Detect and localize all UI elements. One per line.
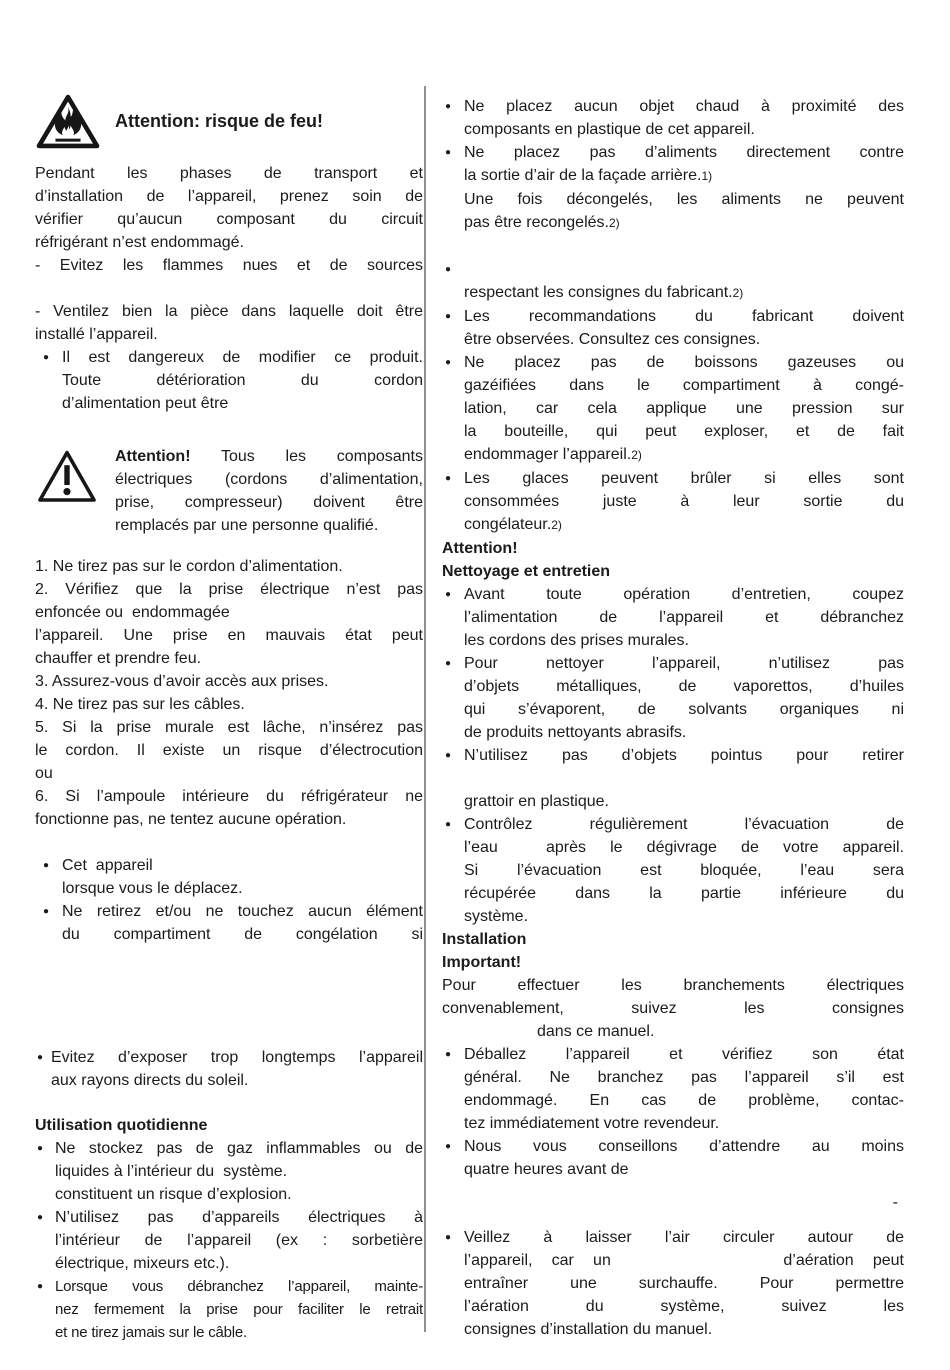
footnote-marker: 2)	[551, 518, 562, 532]
bullet-item	[35, 346, 423, 415]
bullet-marker: ●	[445, 819, 452, 830]
vertical-gap	[35, 831, 423, 854]
vertical-gap	[35, 1092, 423, 1114]
column-divider	[424, 86, 426, 1332]
section-heading: Important!	[442, 954, 522, 971]
text-line: la sortie d’air de la façade arrière.1)	[464, 167, 713, 184]
bullet-marker: ●	[37, 1212, 44, 1223]
bullet-item	[442, 1043, 904, 1135]
paragraph	[442, 281, 904, 305]
text-line: général. Ne branchez pas l’appareil s’il est	[464, 1069, 904, 1086]
text-line: 5. Si la prise murale est lâche, n’insérez pas	[35, 719, 423, 736]
text-line: d’alimentation peut être	[62, 395, 229, 412]
vertical-gap	[35, 277, 423, 300]
text-line: prise, compresseur) doivent être	[115, 494, 423, 511]
text-line: composants en plastique de cet appareil.	[464, 121, 755, 138]
text-line: Ne retirez et/ou ne touchez aucun élément	[62, 903, 423, 920]
paragraph	[35, 555, 423, 831]
bullet-item	[35, 854, 423, 900]
footnote-marker: 1)	[701, 169, 713, 183]
text-line: Il est dangereux de modifier ce produit.	[62, 349, 423, 366]
footnote-marker: 2)	[732, 286, 744, 300]
bullet-item	[35, 1206, 423, 1275]
text-line: Pour effectuer les branchements électriques	[442, 977, 904, 994]
vertical-gap	[35, 415, 423, 445]
text-line: d’installation de l’appareil, prenez soin de	[35, 188, 423, 205]
text-line: système.	[464, 908, 529, 925]
text-line: - Evitez les flammes nues et de sources	[35, 257, 423, 274]
fire-warning-header	[35, 92, 423, 150]
text-line: Toute détérioration du cordon	[62, 372, 423, 389]
text-line: remplacés par une personne qualifié.	[115, 517, 379, 534]
text-line: récupérée dans la partie inférieure du	[464, 885, 904, 902]
bullet-marker: ●	[445, 658, 452, 669]
right-column	[442, 95, 904, 1341]
text-line: 2. Vérifiez que la prise électrique n’est pas	[35, 581, 423, 598]
text-line: Evitez d’exposer trop longtemps l’appareil	[51, 1049, 423, 1066]
text-line: l’appareil, car un d’aération peut	[464, 1252, 904, 1269]
text-line: Ne stockez pas de gaz inflammables ou de	[55, 1140, 423, 1157]
bullet-marker: ●	[37, 1143, 44, 1154]
text-line: Pendant les phases de transport et	[35, 165, 423, 182]
fire-warning-title: Attention: risque de feu!	[115, 110, 323, 131]
text-line: 1. Ne tirez pas sur le cordon d’alimentation.	[35, 558, 343, 575]
text-line: électrique, mixeurs etc.).	[55, 1255, 230, 1272]
text-line: 4. Ne tirez pas sur les câbles.	[35, 696, 245, 713]
bullet-marker: ●	[43, 352, 50, 363]
text-line: lation, car cela applique une pression sur	[464, 400, 904, 417]
text-line: Ne placez pas de boissons gazeuses ou	[464, 354, 904, 371]
bullet-marker: ●	[37, 1052, 44, 1063]
paragraph	[35, 300, 423, 346]
section-heading: Attention!	[442, 540, 518, 557]
fire-warning-icon	[35, 93, 101, 150]
text-line: aux rayons directs du soleil.	[51, 1072, 249, 1089]
bullet-marker: ●	[445, 750, 452, 761]
paragraph	[442, 974, 904, 1043]
section-heading: Utilisation quotidienne	[35, 1117, 208, 1134]
text-line: Déballez l’appareil et vérifiez son état	[464, 1046, 904, 1063]
text-line: nez fermement la prise pour faciliter le retrait	[55, 1301, 423, 1318]
text-line	[464, 258, 904, 281]
vertical-gap	[35, 539, 423, 555]
bullet-item	[442, 351, 904, 467]
paragraph	[442, 790, 904, 813]
text-line: l’eau après le dégivrage de votre appareil.	[464, 839, 904, 856]
left-column	[35, 92, 423, 1344]
text-line: ou	[35, 765, 53, 782]
paragraph	[35, 162, 423, 254]
text-line: qui s’évaporent, de solvants organiques ni	[464, 701, 904, 718]
text-line: lorsque vous le déplacez.	[62, 880, 243, 897]
footnote-marker: 2)	[608, 216, 620, 230]
bullet-marker: ●	[445, 101, 452, 112]
bullet-marker: ●	[445, 147, 452, 158]
text-line: la bouteille, qui peut exploser, et de fait	[464, 423, 904, 440]
text-line: le cordon. Il existe un risque d’électrocution	[35, 742, 423, 759]
text-line: N’utilisez pas d’objets pointus pour retirer	[464, 747, 904, 764]
text-line: Contrôlez régulièrement l’évacuation de	[464, 816, 904, 833]
text-line: gazéifiées dans le compartiment à congé-	[464, 377, 904, 394]
text-line: l’alimentation de l’appareil et débranchez	[464, 609, 904, 626]
bullet-marker: ●	[445, 357, 452, 368]
text-line: être observées. Consultez ces consignes.	[464, 331, 761, 348]
bullet-item	[442, 1135, 904, 1181]
bullet-item	[442, 1226, 904, 1341]
bullet-item	[35, 900, 423, 946]
text-line: consommées juste à leur sortie du	[464, 493, 904, 510]
text-line: endommager l’appareil.2)	[464, 446, 642, 463]
text-line: entraîner une surchauffe. Pour permettre	[464, 1275, 904, 1292]
bullet-marker: ●	[445, 589, 452, 600]
warning-icon	[37, 448, 97, 504]
text-line: et ne tirez jamais sur le câble.	[55, 1324, 248, 1341]
text-line: Cet appareil	[62, 857, 153, 874]
bullet-item	[442, 258, 904, 281]
text-line: du compartiment de congélation si	[62, 926, 423, 943]
text-line: grattoir en plastique.	[464, 793, 609, 810]
text-line: convenablement, suivez les consignes	[442, 1000, 904, 1017]
text-line: l’intérieur de l’appareil (ex : sorbetière	[55, 1232, 423, 1249]
text-line: - Ventilez bien la pièce dans laquelle doit être	[35, 303, 423, 320]
text-line: Avant toute opération d’entretien, coupez	[464, 586, 904, 603]
vertical-gap	[442, 235, 904, 258]
text-line: fonctionne pas, ne tentez aucune opération.	[35, 811, 347, 828]
vertical-gap	[35, 946, 423, 1046]
text-line: Pour nettoyer l’appareil, n’utilisez pas	[464, 655, 904, 672]
vertical-gap	[442, 767, 904, 790]
text-line: 3. Assurez-vous d’avoir accès aux prises.	[35, 673, 329, 690]
text-line: d’objets métalliques, de vaporettos, d’huiles	[464, 678, 904, 695]
text-line: consignes d’installation du manuel.	[464, 1321, 713, 1338]
section-heading: Installation	[442, 931, 527, 948]
text-line: N’utilisez pas d’appareils électriques à	[55, 1209, 423, 1226]
text-line: Nous vous conseillons d’attendre au moins	[464, 1138, 904, 1155]
text-line: quatre heures avant de	[464, 1161, 629, 1178]
text-line: enfoncée ou endommagée	[35, 604, 230, 621]
text-line: l’aération du système, suivez les	[464, 1298, 904, 1315]
text-line: Les recommandations du fabricant doivent	[464, 308, 904, 325]
text-line: congélateur.2)	[464, 516, 562, 533]
bullet-item	[442, 583, 904, 652]
text-line: l’appareil. Une prise en mauvais état peut	[35, 627, 423, 644]
bullet-item	[442, 95, 904, 141]
text-line: Ne placez pas d’aliments directement contre	[464, 144, 904, 161]
text-line: Une fois décongelés, les aliments ne peuvent	[464, 191, 904, 208]
text-line: de produits nettoyants abrasifs.	[464, 724, 687, 741]
bullet-marker: ●	[445, 1049, 452, 1060]
text-line: Ne placez aucun objet chaud à proximité des	[464, 98, 904, 115]
text-line: vérifier qu’aucun composant du circuit	[35, 211, 423, 228]
bullet-marker: ●	[445, 1141, 452, 1152]
bullet-item	[442, 141, 904, 235]
text-line: Veillez à laisser l’air circuler autour de	[464, 1229, 904, 1246]
bullet-item	[442, 744, 904, 767]
bullet-item	[35, 1275, 423, 1344]
text-line: les cordons des prises murales.	[464, 632, 689, 649]
section-heading: Nettoyage et entretien	[442, 563, 611, 580]
text-line: 6. Si l’ampoule intérieure du réfrigérateur ne	[35, 788, 423, 805]
bullet-item	[442, 305, 904, 351]
text-line: endommagé. En cas de problème, contac-	[464, 1092, 904, 1109]
bullet-marker: ●	[445, 1232, 452, 1243]
bullet-item	[442, 813, 904, 928]
text-line: constituent un risque d’explosion.	[55, 1186, 292, 1203]
text-line: tez immédiatement votre revendeur.	[464, 1115, 720, 1132]
text-line: Les glaces peuvent brûler si elles sont	[464, 470, 904, 487]
text-line: pas être recongelés.2)	[464, 214, 620, 231]
electrical-warning-block	[35, 445, 423, 539]
bullet-marker: ●	[43, 860, 50, 871]
footnote-marker: 2)	[631, 448, 642, 462]
bullet-marker: ●	[445, 264, 452, 275]
bullet-marker: ●	[445, 311, 452, 322]
stray-dash: -	[892, 1194, 898, 1211]
bullet-item	[442, 467, 904, 537]
text-line: installé l’appareil.	[35, 326, 158, 343]
text-line: Si l’évacuation est bloquée, l’eau sera	[464, 862, 904, 879]
text-line: électriques (cordons d’alimentation,	[115, 471, 423, 488]
bullet-item	[35, 1046, 423, 1092]
paragraph	[35, 254, 423, 277]
vertical-gap	[35, 150, 423, 162]
bullet-marker: ●	[445, 473, 452, 484]
vertical-gap	[442, 1181, 904, 1191]
text-line: réfrigérant n’est endommagé.	[35, 234, 244, 251]
bullet-item	[35, 1137, 423, 1206]
text-line: dans ce manuel.	[537, 1023, 655, 1040]
text-line: Lorsque vous débranchez l’appareil, mainte-	[55, 1278, 423, 1295]
text-line: Attention! Tous les composants	[115, 448, 423, 465]
vertical-gap	[442, 1214, 904, 1226]
text-line: respectant les consignes du fabricant.2)	[464, 284, 744, 301]
bullet-marker: ●	[37, 1281, 43, 1292]
text-line: chauffer et prendre feu.	[35, 650, 202, 667]
bullet-marker: ●	[43, 906, 50, 917]
text-line: liquides à l’intérieur du système.	[55, 1163, 288, 1180]
bullet-item	[442, 652, 904, 744]
